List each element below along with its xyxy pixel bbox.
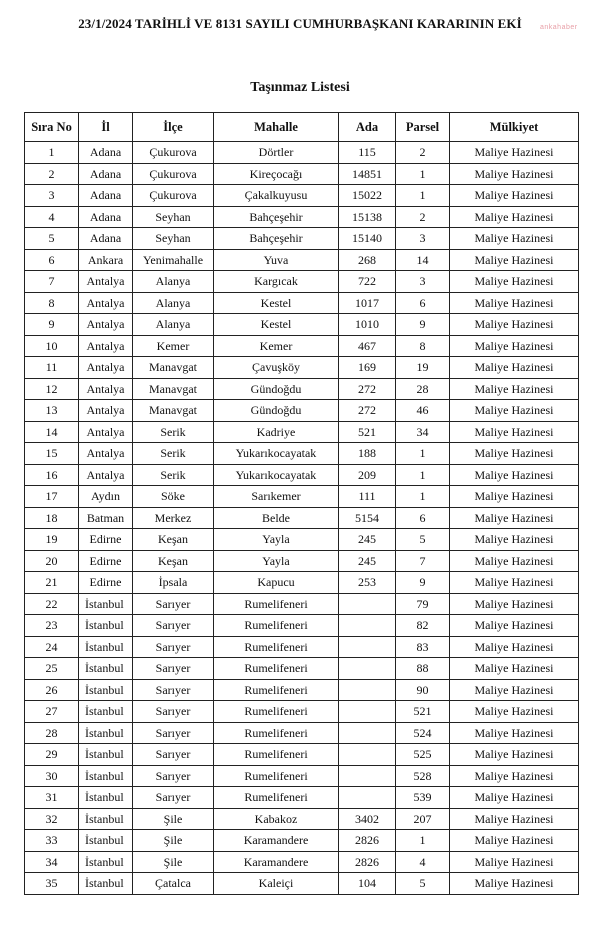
cell-ada: 2826 (339, 851, 396, 873)
cell-ilce: Alanya (133, 292, 214, 314)
cell-parsel: 1 (396, 185, 450, 207)
cell-il: Antalya (79, 400, 133, 422)
table-row (25, 787, 579, 809)
cell-mahalle: Rumelifeneri (214, 636, 339, 658)
cell-ada: 209 (339, 464, 396, 486)
document-title: 23/1/2024 TARİHLİ VE 8131 SAYILI CUMHURBAŞKANI KARARININ EKİ (78, 16, 522, 31)
cell-mahalle: Çavuşköy (214, 357, 339, 379)
cell-mulkiyet: Maliye Hazinesi (450, 593, 579, 615)
cell-ilce: Kemer (133, 335, 214, 357)
cell-parsel: 6 (396, 292, 450, 314)
cell-mulkiyet: Maliye Hazinesi (450, 679, 579, 701)
cell-il: Ankara (79, 249, 133, 271)
cell-il: Edirne (79, 572, 133, 594)
cell-mahalle: Gündoğdu (214, 400, 339, 422)
cell-il: Antalya (79, 464, 133, 486)
cell-parsel: 3 (396, 228, 450, 250)
cell-parsel: 1 (396, 443, 450, 465)
header-il: İl (79, 113, 133, 142)
cell-sira-no: 23 (25, 615, 79, 637)
cell-ada: 115 (339, 142, 396, 164)
cell-sira-no: 4 (25, 206, 79, 228)
cell-ilce: Manavgat (133, 378, 214, 400)
cell-mahalle: Rumelifeneri (214, 593, 339, 615)
cell-il: İstanbul (79, 830, 133, 852)
cell-il: İstanbul (79, 787, 133, 809)
cell-parsel: 521 (396, 701, 450, 723)
cell-il: İstanbul (79, 851, 133, 873)
table-row (25, 529, 579, 551)
cell-sira-no: 14 (25, 421, 79, 443)
cell-mahalle: Kabakoz (214, 808, 339, 830)
table-header-row (25, 113, 579, 142)
cell-il: Antalya (79, 378, 133, 400)
cell-mahalle: Rumelifeneri (214, 615, 339, 637)
cell-ilce: Keşan (133, 550, 214, 572)
cell-ada: 521 (339, 421, 396, 443)
cell-mahalle: Belde (214, 507, 339, 529)
cell-mahalle: Yayla (214, 529, 339, 551)
cell-il: İstanbul (79, 722, 133, 744)
cell-ilce: Serik (133, 464, 214, 486)
table-row (25, 851, 579, 873)
cell-mahalle: Karamandere (214, 830, 339, 852)
cell-mahalle: Sarıkemer (214, 486, 339, 508)
cell-il: İstanbul (79, 701, 133, 723)
cell-il: Aydın (79, 486, 133, 508)
cell-ilce: Çatalca (133, 873, 214, 895)
cell-mahalle: Rumelifeneri (214, 765, 339, 787)
cell-ilce: Yenimahalle (133, 249, 214, 271)
cell-ilce: Seyhan (133, 206, 214, 228)
cell-ilce: Alanya (133, 314, 214, 336)
table-row (25, 335, 579, 357)
cell-sira-no: 20 (25, 550, 79, 572)
cell-mahalle: Rumelifeneri (214, 744, 339, 766)
cell-parsel: 7 (396, 550, 450, 572)
cell-parsel: 14 (396, 249, 450, 271)
table-row (25, 163, 579, 185)
cell-parsel: 6 (396, 507, 450, 529)
cell-ilce: Sarıyer (133, 765, 214, 787)
cell-mahalle: Yuva (214, 249, 339, 271)
property-table (24, 112, 579, 895)
cell-ada: 272 (339, 400, 396, 422)
cell-sira-no: 34 (25, 851, 79, 873)
cell-ilce: Sarıyer (133, 701, 214, 723)
cell-ilce: İpsala (133, 572, 214, 594)
cell-il: İstanbul (79, 679, 133, 701)
cell-mahalle: Kireçocağı (214, 163, 339, 185)
cell-il: İstanbul (79, 593, 133, 615)
cell-mulkiyet: Maliye Hazinesi (450, 314, 579, 336)
cell-parsel: 90 (396, 679, 450, 701)
cell-mahalle: Kargıcak (214, 271, 339, 293)
cell-il: Antalya (79, 292, 133, 314)
cell-parsel: 207 (396, 808, 450, 830)
cell-ilce: Sarıyer (133, 679, 214, 701)
cell-mulkiyet: Maliye Hazinesi (450, 658, 579, 680)
cell-ada (339, 593, 396, 615)
cell-mahalle: Kapucu (214, 572, 339, 594)
cell-mahalle: Çakalkuyusu (214, 185, 339, 207)
cell-ada (339, 658, 396, 680)
cell-mahalle: Rumelifeneri (214, 722, 339, 744)
table-row (25, 271, 579, 293)
cell-ada: 1010 (339, 314, 396, 336)
cell-sira-no: 17 (25, 486, 79, 508)
cell-sira-no: 2 (25, 163, 79, 185)
cell-ada (339, 787, 396, 809)
cell-parsel: 525 (396, 744, 450, 766)
table-row (25, 185, 579, 207)
cell-il: Adana (79, 185, 133, 207)
cell-mulkiyet: Maliye Hazinesi (450, 185, 579, 207)
cell-il: Edirne (79, 529, 133, 551)
cell-mulkiyet: Maliye Hazinesi (450, 421, 579, 443)
cell-parsel: 1 (396, 486, 450, 508)
cell-mahalle: Kaleiçi (214, 873, 339, 895)
cell-mahalle: Yukarıkocayatak (214, 464, 339, 486)
cell-il: Adana (79, 142, 133, 164)
cell-sira-no: 31 (25, 787, 79, 809)
cell-ilce: Manavgat (133, 357, 214, 379)
cell-ada: 15140 (339, 228, 396, 250)
watermark-logo: ankahaber (540, 24, 578, 31)
cell-mulkiyet: Maliye Hazinesi (450, 142, 579, 164)
cell-parsel: 539 (396, 787, 450, 809)
cell-parsel: 9 (396, 314, 450, 336)
cell-ada: 1017 (339, 292, 396, 314)
table-row (25, 636, 579, 658)
header-ilce: İlçe (133, 113, 214, 142)
cell-mulkiyet: Maliye Hazinesi (450, 486, 579, 508)
cell-ilce: Söke (133, 486, 214, 508)
cell-il: İstanbul (79, 873, 133, 895)
cell-ada (339, 722, 396, 744)
table-row (25, 206, 579, 228)
cell-mahalle: Dörtler (214, 142, 339, 164)
cell-ada: 15138 (339, 206, 396, 228)
table-row (25, 378, 579, 400)
cell-mulkiyet: Maliye Hazinesi (450, 722, 579, 744)
cell-ada (339, 765, 396, 787)
header-mahalle: Mahalle (214, 113, 339, 142)
cell-parsel: 5 (396, 529, 450, 551)
cell-sira-no: 6 (25, 249, 79, 271)
cell-mahalle: Kemer (214, 335, 339, 357)
cell-mulkiyet: Maliye Hazinesi (450, 163, 579, 185)
table-row (25, 400, 579, 422)
cell-ada (339, 744, 396, 766)
cell-mulkiyet: Maliye Hazinesi (450, 292, 579, 314)
cell-il: Antalya (79, 421, 133, 443)
cell-mahalle: Kadriye (214, 421, 339, 443)
cell-ada (339, 679, 396, 701)
cell-il: İstanbul (79, 765, 133, 787)
cell-ada: 104 (339, 873, 396, 895)
cell-mulkiyet: Maliye Hazinesi (450, 464, 579, 486)
cell-ilce: Serik (133, 421, 214, 443)
cell-ilce: Manavgat (133, 400, 214, 422)
cell-ada: 188 (339, 443, 396, 465)
cell-parsel: 1 (396, 830, 450, 852)
cell-ilce: Alanya (133, 271, 214, 293)
cell-parsel: 1 (396, 163, 450, 185)
table-row (25, 808, 579, 830)
cell-parsel: 79 (396, 593, 450, 615)
cell-ada: 15022 (339, 185, 396, 207)
cell-ilce: Sarıyer (133, 744, 214, 766)
cell-sira-no: 16 (25, 464, 79, 486)
cell-ilce: Serik (133, 443, 214, 465)
cell-parsel: 34 (396, 421, 450, 443)
table-row (25, 615, 579, 637)
cell-mahalle: Gündoğdu (214, 378, 339, 400)
table-row (25, 228, 579, 250)
cell-sira-no: 21 (25, 572, 79, 594)
cell-ada (339, 701, 396, 723)
cell-mulkiyet: Maliye Hazinesi (450, 507, 579, 529)
table-row (25, 572, 579, 594)
cell-sira-no: 18 (25, 507, 79, 529)
cell-parsel: 28 (396, 378, 450, 400)
table-row (25, 357, 579, 379)
header-sira-no: Sıra No (25, 113, 79, 142)
cell-parsel: 19 (396, 357, 450, 379)
cell-parsel: 528 (396, 765, 450, 787)
cell-ilce: Seyhan (133, 228, 214, 250)
cell-parsel: 1 (396, 464, 450, 486)
cell-ada: 253 (339, 572, 396, 594)
cell-sira-no: 15 (25, 443, 79, 465)
cell-ilce: Sarıyer (133, 636, 214, 658)
table-row (25, 292, 579, 314)
cell-sira-no: 25 (25, 658, 79, 680)
cell-mulkiyet: Maliye Hazinesi (450, 249, 579, 271)
table-row (25, 679, 579, 701)
cell-ilce: Çukurova (133, 185, 214, 207)
header-ada: Ada (339, 113, 396, 142)
cell-mulkiyet: Maliye Hazinesi (450, 873, 579, 895)
table-row (25, 593, 579, 615)
cell-il: Antalya (79, 335, 133, 357)
cell-mulkiyet: Maliye Hazinesi (450, 529, 579, 551)
table-row (25, 658, 579, 680)
cell-sira-no: 32 (25, 808, 79, 830)
cell-mahalle: Kestel (214, 314, 339, 336)
cell-mulkiyet: Maliye Hazinesi (450, 808, 579, 830)
cell-sira-no: 22 (25, 593, 79, 615)
list-title: Taşınmaz Listesi (250, 80, 350, 95)
cell-sira-no: 30 (25, 765, 79, 787)
cell-sira-no: 12 (25, 378, 79, 400)
table-row (25, 443, 579, 465)
cell-ada: 111 (339, 486, 396, 508)
cell-mahalle: Karamandere (214, 851, 339, 873)
cell-il: Antalya (79, 314, 133, 336)
cell-ilce: Şile (133, 808, 214, 830)
cell-sira-no: 3 (25, 185, 79, 207)
cell-il: İstanbul (79, 615, 133, 637)
table-row (25, 486, 579, 508)
cell-ilce: Sarıyer (133, 787, 214, 809)
cell-ilce: Sarıyer (133, 722, 214, 744)
cell-ada: 2826 (339, 830, 396, 852)
cell-sira-no: 9 (25, 314, 79, 336)
cell-mahalle: Yayla (214, 550, 339, 572)
cell-ilce: Sarıyer (133, 615, 214, 637)
cell-il: İstanbul (79, 636, 133, 658)
cell-ilce: Çukurova (133, 142, 214, 164)
cell-sira-no: 29 (25, 744, 79, 766)
cell-il: Antalya (79, 357, 133, 379)
cell-sira-no: 28 (25, 722, 79, 744)
cell-mahalle: Yukarıkocayatak (214, 443, 339, 465)
cell-mulkiyet: Maliye Hazinesi (450, 400, 579, 422)
cell-sira-no: 13 (25, 400, 79, 422)
cell-parsel: 2 (396, 206, 450, 228)
cell-mulkiyet: Maliye Hazinesi (450, 550, 579, 572)
cell-il: İstanbul (79, 658, 133, 680)
cell-mahalle: Bahçeşehir (214, 206, 339, 228)
cell-mahalle: Kestel (214, 292, 339, 314)
cell-parsel: 4 (396, 851, 450, 873)
cell-ada (339, 636, 396, 658)
cell-sira-no: 5 (25, 228, 79, 250)
cell-ada: 5154 (339, 507, 396, 529)
cell-ada: 272 (339, 378, 396, 400)
cell-il: Batman (79, 507, 133, 529)
table-row (25, 744, 579, 766)
cell-sira-no: 35 (25, 873, 79, 895)
cell-sira-no: 24 (25, 636, 79, 658)
cell-mulkiyet: Maliye Hazinesi (450, 744, 579, 766)
cell-mulkiyet: Maliye Hazinesi (450, 636, 579, 658)
cell-ilce: Merkez (133, 507, 214, 529)
table-row (25, 421, 579, 443)
table-row (25, 550, 579, 572)
cell-ilce: Şile (133, 851, 214, 873)
table-row (25, 765, 579, 787)
cell-ada: 467 (339, 335, 396, 357)
cell-sira-no: 33 (25, 830, 79, 852)
cell-il: Antalya (79, 443, 133, 465)
cell-mulkiyet: Maliye Hazinesi (450, 851, 579, 873)
cell-mulkiyet: Maliye Hazinesi (450, 206, 579, 228)
cell-sira-no: 8 (25, 292, 79, 314)
cell-mulkiyet: Maliye Hazinesi (450, 572, 579, 594)
cell-parsel: 82 (396, 615, 450, 637)
cell-sira-no: 26 (25, 679, 79, 701)
cell-mulkiyet: Maliye Hazinesi (450, 228, 579, 250)
cell-parsel: 9 (396, 572, 450, 594)
cell-mulkiyet: Maliye Hazinesi (450, 830, 579, 852)
cell-sira-no: 7 (25, 271, 79, 293)
table-row (25, 314, 579, 336)
cell-parsel: 524 (396, 722, 450, 744)
cell-mulkiyet: Maliye Hazinesi (450, 701, 579, 723)
cell-mulkiyet: Maliye Hazinesi (450, 787, 579, 809)
cell-il: Adana (79, 206, 133, 228)
header-mulkiyet: Mülkiyet (450, 113, 579, 142)
cell-ilce: Şile (133, 830, 214, 852)
table-row (25, 507, 579, 529)
table-row (25, 142, 579, 164)
cell-mulkiyet: Maliye Hazinesi (450, 443, 579, 465)
cell-mulkiyet: Maliye Hazinesi (450, 357, 579, 379)
table-row (25, 722, 579, 744)
cell-mulkiyet: Maliye Hazinesi (450, 615, 579, 637)
cell-ada: 268 (339, 249, 396, 271)
table-body (25, 142, 579, 895)
table-row (25, 464, 579, 486)
cell-parsel: 83 (396, 636, 450, 658)
cell-il: İstanbul (79, 808, 133, 830)
cell-sira-no: 19 (25, 529, 79, 551)
table-row (25, 701, 579, 723)
cell-ilce: Çukurova (133, 163, 214, 185)
cell-sira-no: 27 (25, 701, 79, 723)
cell-sira-no: 1 (25, 142, 79, 164)
cell-mahalle: Rumelifeneri (214, 701, 339, 723)
cell-ada: 14851 (339, 163, 396, 185)
cell-parsel: 88 (396, 658, 450, 680)
cell-parsel: 2 (396, 142, 450, 164)
cell-sira-no: 11 (25, 357, 79, 379)
cell-mahalle: Rumelifeneri (214, 787, 339, 809)
cell-il: Adana (79, 163, 133, 185)
cell-parsel: 5 (396, 873, 450, 895)
cell-sira-no: 10 (25, 335, 79, 357)
cell-ada: 245 (339, 529, 396, 551)
cell-il: Antalya (79, 271, 133, 293)
cell-parsel: 8 (396, 335, 450, 357)
cell-il: İstanbul (79, 744, 133, 766)
cell-ada: 169 (339, 357, 396, 379)
cell-ilce: Keşan (133, 529, 214, 551)
cell-mahalle: Rumelifeneri (214, 679, 339, 701)
cell-mulkiyet: Maliye Hazinesi (450, 765, 579, 787)
cell-mulkiyet: Maliye Hazinesi (450, 335, 579, 357)
cell-ada (339, 615, 396, 637)
cell-il: Edirne (79, 550, 133, 572)
cell-ilce: Sarıyer (133, 593, 214, 615)
cell-mulkiyet: Maliye Hazinesi (450, 378, 579, 400)
cell-parsel: 3 (396, 271, 450, 293)
cell-il: Adana (79, 228, 133, 250)
cell-ada: 3402 (339, 808, 396, 830)
cell-mahalle: Bahçeşehir (214, 228, 339, 250)
header-parsel: Parsel (396, 113, 450, 142)
cell-mulkiyet: Maliye Hazinesi (450, 271, 579, 293)
table-row (25, 249, 579, 271)
table-row (25, 873, 579, 895)
cell-ilce: Sarıyer (133, 658, 214, 680)
cell-mahalle: Rumelifeneri (214, 658, 339, 680)
cell-parsel: 46 (396, 400, 450, 422)
cell-ada: 722 (339, 271, 396, 293)
cell-ada: 245 (339, 550, 396, 572)
table-row (25, 830, 579, 852)
